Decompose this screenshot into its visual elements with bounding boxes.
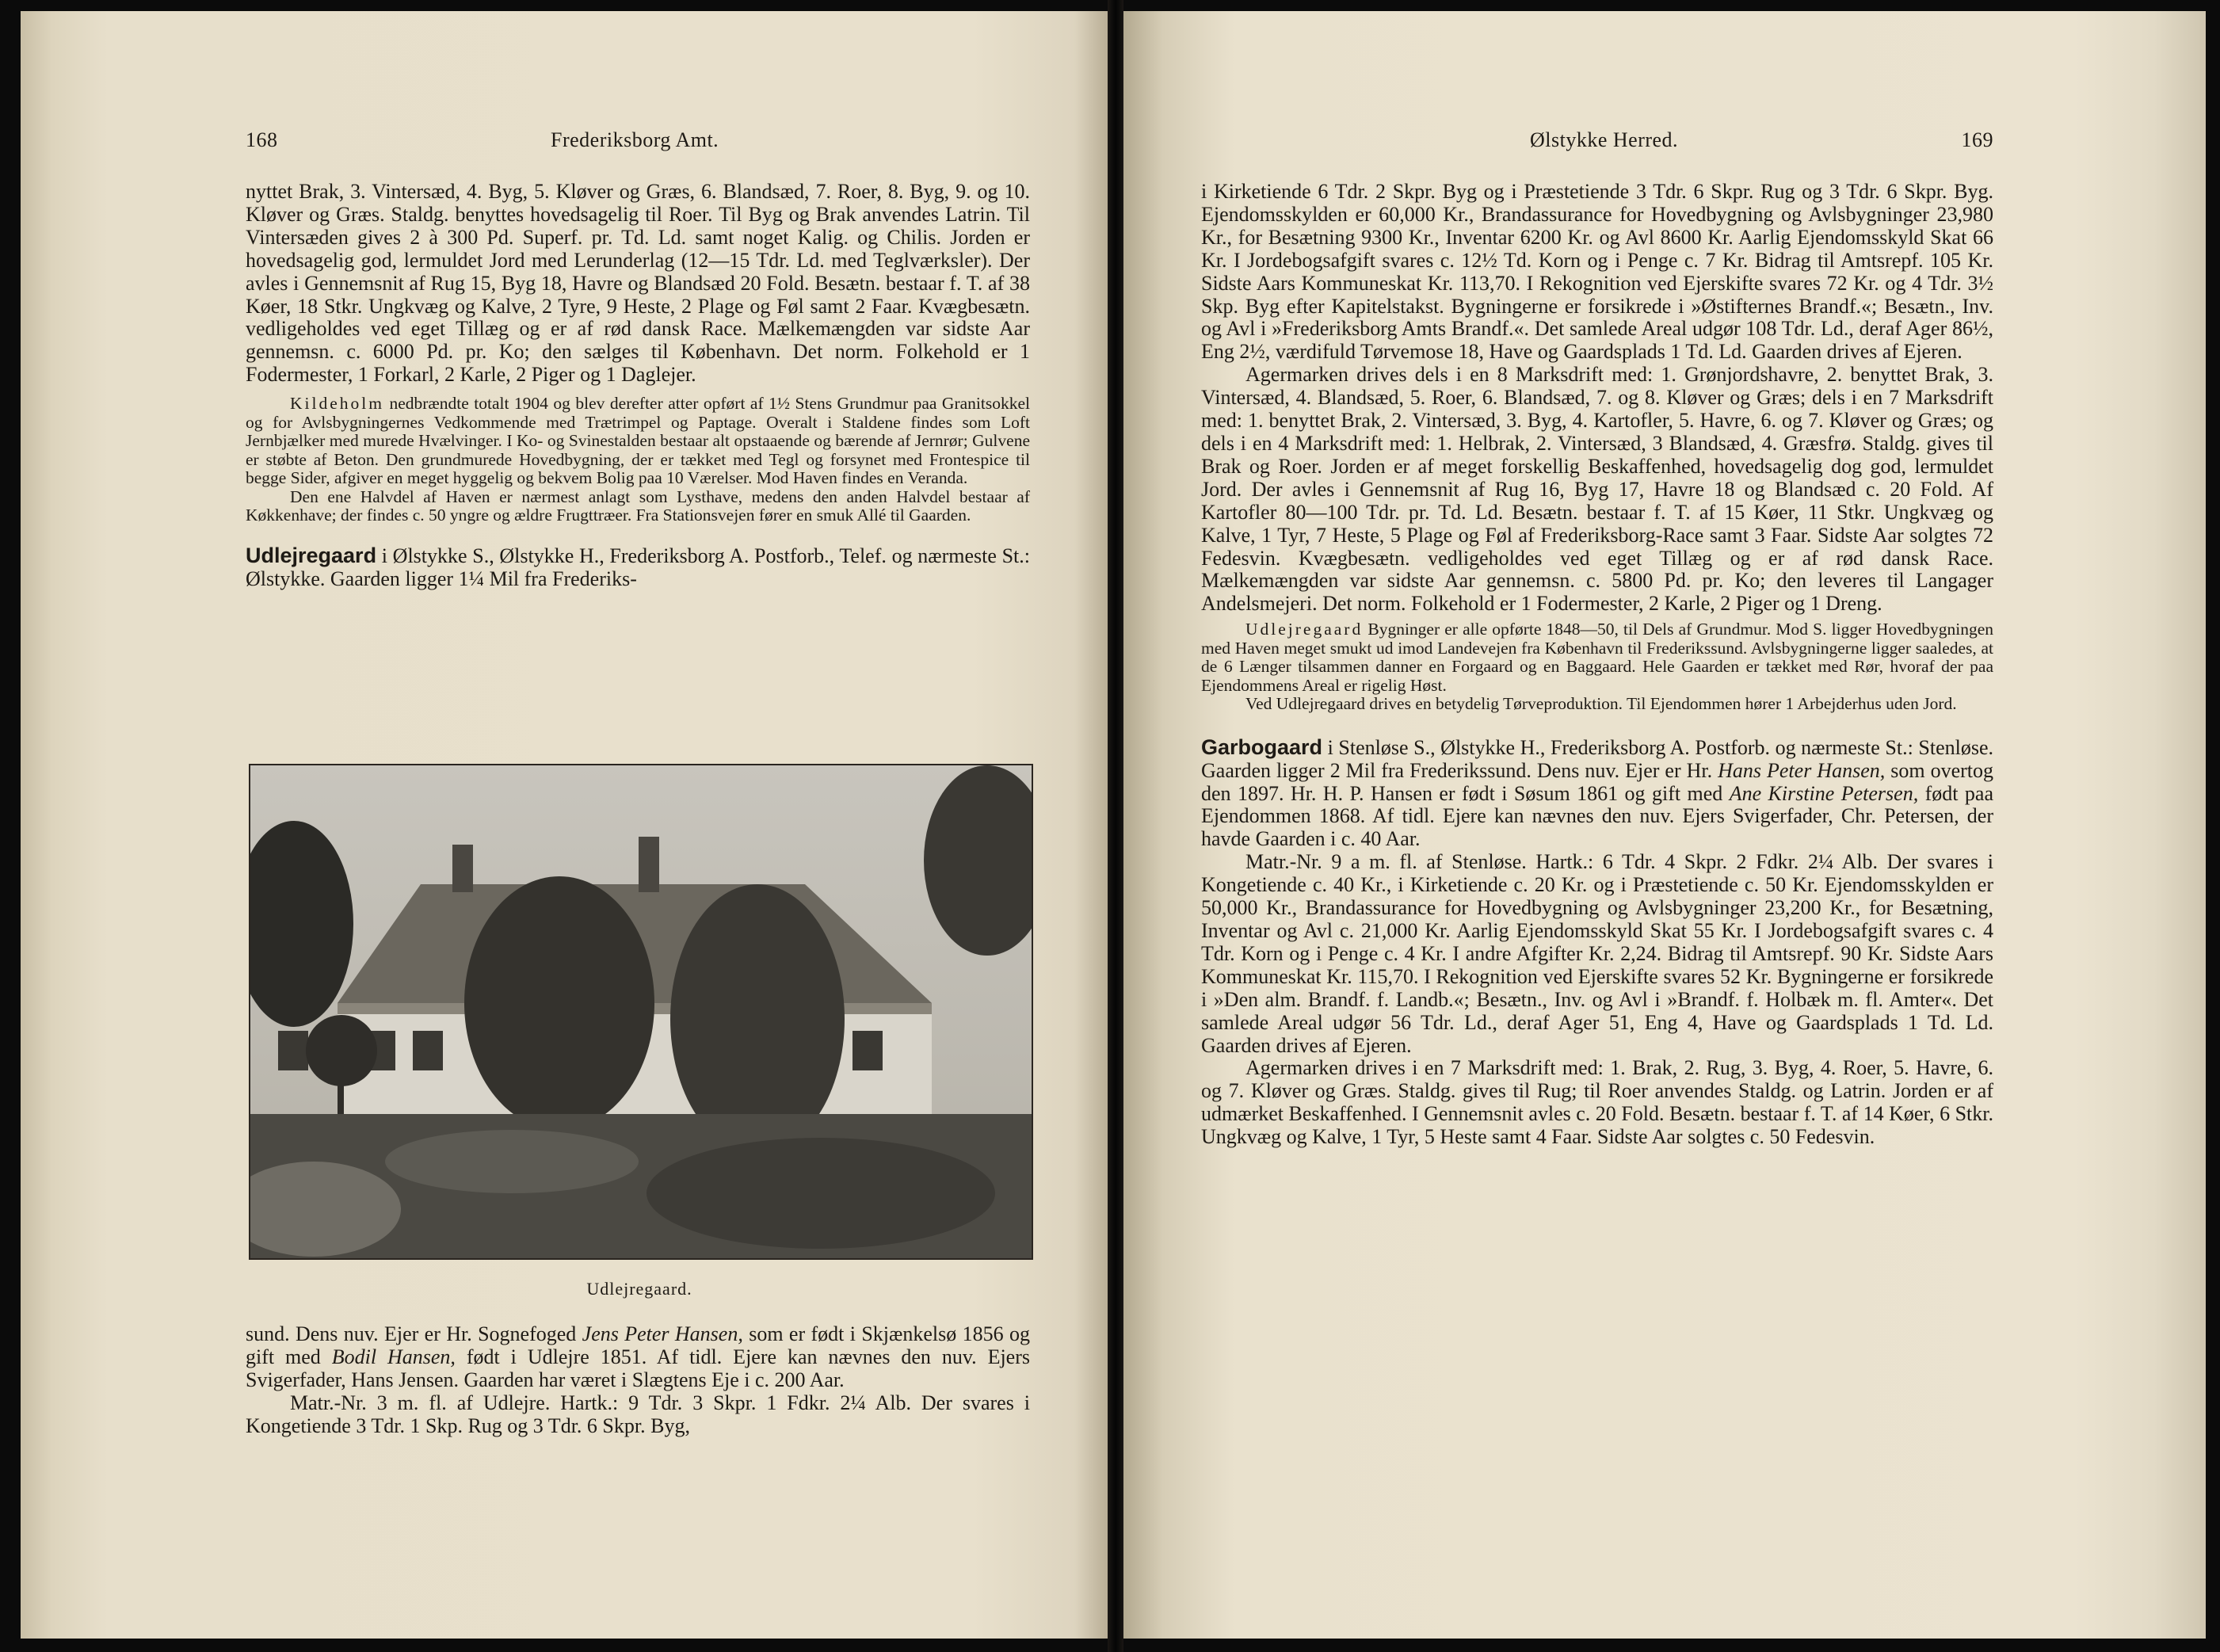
photo-caption: Udlejregaard. bbox=[586, 1279, 692, 1299]
left-text-top bbox=[246, 181, 1030, 590]
left-page bbox=[21, 11, 1108, 1639]
small-print-lead: Udlejregaard bbox=[1245, 620, 1364, 639]
book-spine bbox=[1108, 0, 1123, 1652]
right-page-header bbox=[1201, 128, 1993, 163]
entry-heading: Udlejregaard bbox=[246, 543, 377, 567]
paragraph: i Kirketiende 6 Tdr. 2 Skpr. Byg og i Præstetiende 3 Tdr. 6 Skpr. Rug og 3 Tdr. 6 Skpr. Byg. Ejendomsskylden er 60,000 Kr., Brandassurance for Hovedbygning og Avlsbygninger 23,980 Kr., for Besætning 9300 Kr., Inventar 6200 Kr. og Avl 8600 Kr. Aarlig Ejendomsskyld Skat 66 Kr. I Jordebogsafgift svares c. 12½ Td. Korn og i Penge c. 7 Kr. Bidrag til Amtsrepf. 105 Kr. Sidste Aars Kommuneskat Kr. 113,70. I Rekognition ved Ejerskifte svares 72 Kr. og 4 Tdr. 3½ Skp. Byg efter Kapitelstakst. Bygningerne er forsikrede i »Østifternes Brandf.«; Besætn., Inv. og Avl i »Frederiksborg Amts Brandf.«. Det samlede Areal udgør 108 Tdr. Ld., deraf Ager 86½, Eng 2½, værdifuld Tørvemose 18, Have og Gaardsplads 1 Td. Ld. Gaarden drives af Ejeren. bbox=[1201, 180, 1993, 364]
paragraph: Agermarken drives dels i en 8 Marksdrift med: 1. Grønjordshavre, 2. benyttet Brak, 3. Vintersæd, 4. Blandsæd, 5. Roer, 6. Blandsæd, 7. og 8. Kløver og Græs; dels i en 7 Marksdrift med: 1. benyttet Brak, 2. Vintersæd, 3. Byg, 4. Kartofler, 5. Havre, 6. og 7. Kløver og Græs; og dels i en 4 Marksdrift med: 1. Helbrak, 2. Vintersæd, 3 Blandsæd, 4. Græsfrø. Staldg. gives til Brak og Roer. Jorden er af meget forskellig Beskaffenhed, hovedsagelig dog god, lermuldet Jord. Der avles i Gennemsnit af Rug 16, Byg 17, Havre 18 og Blandsæd c. 20 Fold. Af Kartofler 80—100 Tdr. pr. Td. Ld. Besætn. bestaar f. T. af 15 Køer, 11 Stkr. Ungkvæg og Kalve, 1 Tyr, 7 Heste, 5 Plage og Føl af Frederiksborg-Race samt 3 Faar. Sidste Aar solgtes 72 Fedesvin. Kvægbesætn. vedligeholdes ved eget Tillæg og er af rød dansk Race. Mælkemængden var sidste Aar gennemsn. c. 5800 Pd. pr. Ko; den leveres til Langager Andelsmejeri. Det norm. Folkehold er 1 Fodermester, 2 Karle, 2 Piger og 1 Dreng. bbox=[1201, 363, 1993, 616]
entry-heading: Garbogaard bbox=[1201, 734, 1323, 759]
left-page-header bbox=[246, 128, 1030, 163]
small-print-paragraph bbox=[1201, 620, 1993, 695]
small-print-text: nedbrændte totalt 1904 og blev derefter atter opført af 1½ Stens Grundmur paa Granitsokkel og for Avlsbygningernes Vedkommende med Trætrimpel og Paptage. Overalt i Staldene findes som Loft Jernbjælker med murede Hvælvinger. I Ko- og Svinestalden bestaar alt opstaaende og bærende af Jernrør; Gulvene er støbte af Beton. Den grundmurede Hovedbygning, der er tækket med Tegl og forsynet med Frontespice til begge Sider, afgiver en meget hyggelig og bekvem Bolig paa 10 Værelser. Mod Haven findes en Veranda. bbox=[246, 394, 1030, 488]
entry-intro-text: i Ølstykke S., Ølstykke H., Frederiksborg A. Postforb., Telef. og nærmeste St.: Ølstykke. Gaarden ligger 1¼ Mil fra Frederiks- bbox=[246, 544, 1030, 590]
running-head: Ølstykke Herred. bbox=[1530, 128, 1679, 151]
paragraph: Agermarken drives i en 7 Marksdrift med: 1. Brak, 2. Rug, 3. Byg, 4. Roer, 5. Havre, 6. og 7. Kløver og Græs. Staldg. gives til Rug; til Roer anvendes Staldg. og Latrin. Jorden er af udmærket Beskaffenhed. I Gennemsnit avles c. 20 Fold. Besætn. bestaar f. T. af 14 Køer, 6 Stkr. Ungkvæg og Kalve, 1 Tyr, 5 Heste samt 4 Faar. Sidste Aar solgtes c. 50 Fedesvin. bbox=[1201, 1056, 1993, 1149]
small-print-text: Bygninger er alle opførte 1848—50, til Dels af Grundmur. Mod S. ligger Hovedbygningen med Haven meget smukt ud imod Landevejen fra København til Frederikssund. Avlsbygningerne ligger saaledes, at de 6 Længer tilsammen danner en Forgaard og en Baggaard. Hele Gaarden er tækket med Rør, hvoraf der paa Ejendommens Areal er rigelig Høst. bbox=[1201, 620, 1993, 695]
farmhouse-photo bbox=[249, 764, 1033, 1260]
text-run: som er født i Skjænkelsø 1856 og gift med bbox=[246, 1322, 1030, 1368]
text-run: som overtog den 1897. Hr. H. P. Hansen er født i Søsum 1861 og gift med bbox=[1201, 758, 1994, 805]
wife-name: Ane Kirstine Petersen, bbox=[1729, 781, 1919, 805]
small-print-lead: Kildeholm bbox=[290, 394, 384, 414]
small-print-paragraph bbox=[246, 395, 1030, 488]
text-run: født i Udlejre 1851. Af tidl. Ejere kan nævnes den nuv. Ejers Svigerfader, Hans Jensen. Gaarden har været i Slægtens Eje i c. 200 Aar. bbox=[246, 1345, 1030, 1391]
running-head: Frederiksborg Amt. bbox=[551, 128, 719, 151]
owner-name: Jens Peter Hansen, bbox=[582, 1322, 743, 1345]
entry-intro bbox=[246, 544, 1030, 591]
page-number: 169 bbox=[1961, 128, 1993, 151]
farmhouse-illustration bbox=[250, 765, 1032, 1258]
right-text bbox=[1201, 181, 1993, 1149]
small-print-paragraph: Ved Udlejregaard drives en betydelig Tørveproduktion. Til Ejendommen hører 1 Arbejderhus uden Jord. bbox=[1245, 694, 1957, 714]
text-run: sund. Dens nuv. Ejer er Hr. Sognefoged bbox=[246, 1322, 582, 1345]
left-text-bottom bbox=[246, 1323, 1030, 1438]
small-print-paragraph: Den ene Halvdel af Haven er nærmest anlagt som Lysthave, medens den anden Halvdel bestaar af Køkkenhave; der findes c. 50 yngre og ældre Frugttræer. Fra Stationsvejen fører en smuk Allé til Gaarden. bbox=[246, 486, 1030, 525]
text-run: født paa Ejendommen 1868. Af tidl. Ejere kan nævnes den nuv. Ejers Svigerfader, Chr. Petersen, der havde Gaarden i c. 40 Aar. bbox=[1201, 781, 1993, 851]
page-number: 168 bbox=[246, 128, 278, 151]
text-run: i Stenløse S., Ølstykke H., Frederiksborg A. Postforb. og nærmeste St.: Stenløse. Gaarden ligger 2 Mil fra Frederikssund. Dens nuv. Ejer er Hr. bbox=[1201, 735, 1993, 782]
paragraph: Matr.-Nr. 9 a m. fl. af Stenløse. Hartk.: 6 Tdr. 4 Skpr. 2 Fdkr. 2¼ Alb. Der svares i Kongetiende c. 40 Kr., i Kirketiende c. 20 Kr. og i Præstetiende c. 50 Kr. Ejendomsskylden er 50,000 Kr., Brandassurance for Hovedbygning og Avlsbygninger 23,200 Kr., for Besætning, Inventar og Avl c. 21,000 Kr. Aarlig Ejendomsskyld Skat 55 Kr. I Jordebogsafgift svares c. 4 Tdr. Korn og i Penge c. 4 Kr. I andre Afgifter Kr. 2,24. Bidrag til Amtsrepf. 90 Kr. Sidste Aars Kommuneskat Kr. 115,70. I Rekognition ved Ejerskifte svares 52 Kr. Bygningerne er forsikrede i »Den alm. Brandf. f. Landb.«; Besætn., Inv. og Avl i »Brandf. f. Holbæk m. fl. Amter«. Det samlede Areal udgør 56 Tdr. Ld., deraf Ager 51, Eng 4, Have og Gaardsplads 1 Td. Ld. Gaarden drives af Ejeren. bbox=[1201, 850, 1993, 1057]
paragraph: nyttet Brak, 3. Vintersæd, 4. Byg, 5. Kløver og Græs, 6. Blandsæd, 7. Roer, 8. Byg, 9. og 10. Kløver og Græs. Staldg. benyttes hovedsagelig til Roer. Til Byg og Brak anvendes Latrin. Til Vintersæden gives 2 à 300 Pd. Superf. pr. Td. Ld. samt noget Kalig. og Chilis. Jorden er hovedsagelig god, lermuldet Jord med Lerunderlag (12—15 Tdr. Ld. med Teglværksler). Der avles i Gennemsnit af Rug 15, Byg 18, Havre og Blandsæd 20 Fold. Besætn. bestaar f. T. af 38 Køer, 18 Stkr. Ungkvæg og Kalve, 2 Tyre, 9 Heste, 2 Plage og Føl samt 2 Faar. Kvægbesætn. vedligeholdes ved eget Tillæg og er af rød dansk Race. Mælkemængden var sidste Aar gennemsn. c. 6000 Pd. pr. Ko; den sælges til København. Det norm. Folkehold er 1 Fodermester, 1 Forkarl, 2 Karle, 2 Piger og 1 Daglejer. bbox=[246, 180, 1030, 387]
owner-name: Hans Peter Hansen, bbox=[1718, 758, 1886, 782]
right-page bbox=[1123, 11, 2206, 1639]
wife-name: Bodil Hansen, bbox=[331, 1345, 456, 1368]
paragraph bbox=[246, 1323, 1030, 1392]
paragraph: Matr.-Nr. 3 m. fl. af Udlejre. Hartk.: 9 Tdr. 3 Skpr. 1 Fdkr. 2¼ Alb. Der svares i Kongetiende 3 Tdr. 1 Skp. Rug og 3 Tdr. 6 Skpr. Byg, bbox=[246, 1391, 1030, 1437]
entry-intro bbox=[1201, 736, 1993, 852]
